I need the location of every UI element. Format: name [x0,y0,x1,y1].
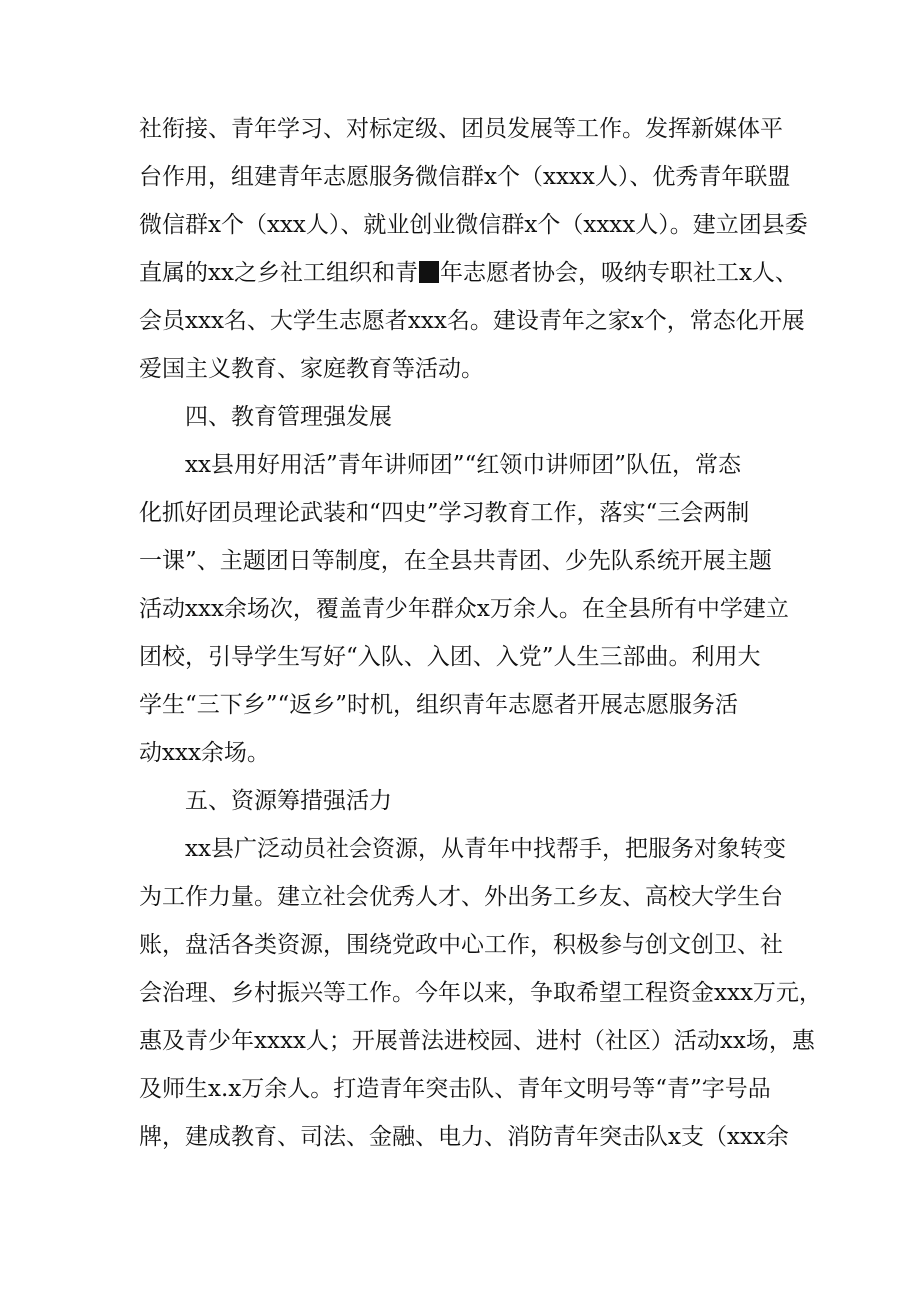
paragraph-line: 学生“三下乡”“返乡”时机，组织青年志愿者开展志愿服务活 [139,692,739,718]
paragraph-line-part: 直属的xx之乡社工组织和青 [139,260,418,286]
paragraph-line-part: 年志愿者协会，吸纳专职社工x人、 [439,260,798,286]
paragraph-line: 社衔接、青年学习、对标定级、团员发展等工作。发挥新媒体平 [139,116,783,142]
paragraph-line: 微信群x个（xxx人）、就业创业微信群x个（xxxx人）。建立团县委 [139,212,808,238]
paragraph-line: 爱国主义教育、家庭教育等活动。 [139,356,484,382]
paragraph-line: 一课”、主题团日等制度，在全县共青团、少先队系统开展主题 [139,548,772,574]
paragraph-line: 及师生x.x万余人。打造青年突击队、青年文明号等“青”字号品 [139,1076,771,1102]
paragraph-line: 惠及青少年xxxx人；开展普法进校园、进村（社区）活动xx场，惠 [139,1028,815,1054]
paragraph-line-with-redaction [139,250,798,296]
redaction-block [419,261,439,283]
paragraph-line: 会员xxx名、大学生志愿者xxx名。建设青年之家x个，常态化开展 [139,308,805,334]
paragraph-line: 账，盘活各类资源，围绕党政中心工作，积极参与创文创卫、社 [139,932,783,958]
paragraph-line: 化抓好团员理论武装和“四史”学习教育工作，落实“三会两制 [139,500,750,526]
paragraph-line: 牌，建成教育、司法、金融、电力、消防青年突击队x支（xxx余 [139,1124,789,1150]
section-heading: 四、教育管理强发展 [185,404,392,430]
paragraph-line: 为工作力量。建立社会优秀人才、外出务工乡友、高校大学生台 [139,884,783,910]
paragraph-line: xx县用好用活”青年讲师团”“红领巾讲师团”队伍，常态 [185,452,741,478]
paragraph-line: 活动xxx余场次，覆盖青少年群众x万余人。在全县所有中学建立 [139,596,789,622]
paragraph-line: 团校，引导学生写好“入队、入团、入党”人生三部曲。利用大 [139,644,761,670]
paragraph-line: xx县广泛动员社会资源，从青年中找帮手，把服务对象转变 [185,836,786,862]
section-heading: 五、资源筹措强活力 [185,788,392,814]
paragraph-line: 动xxx余场。 [139,740,270,766]
paragraph-line: 台作用，组建青年志愿服务微信群x个（xxxx人）、优秀青年联盟 [139,164,791,190]
paragraph-line: 会治理、乡村振兴等工作。今年以来，争取希望工程资金xxx万元， [139,980,822,1006]
